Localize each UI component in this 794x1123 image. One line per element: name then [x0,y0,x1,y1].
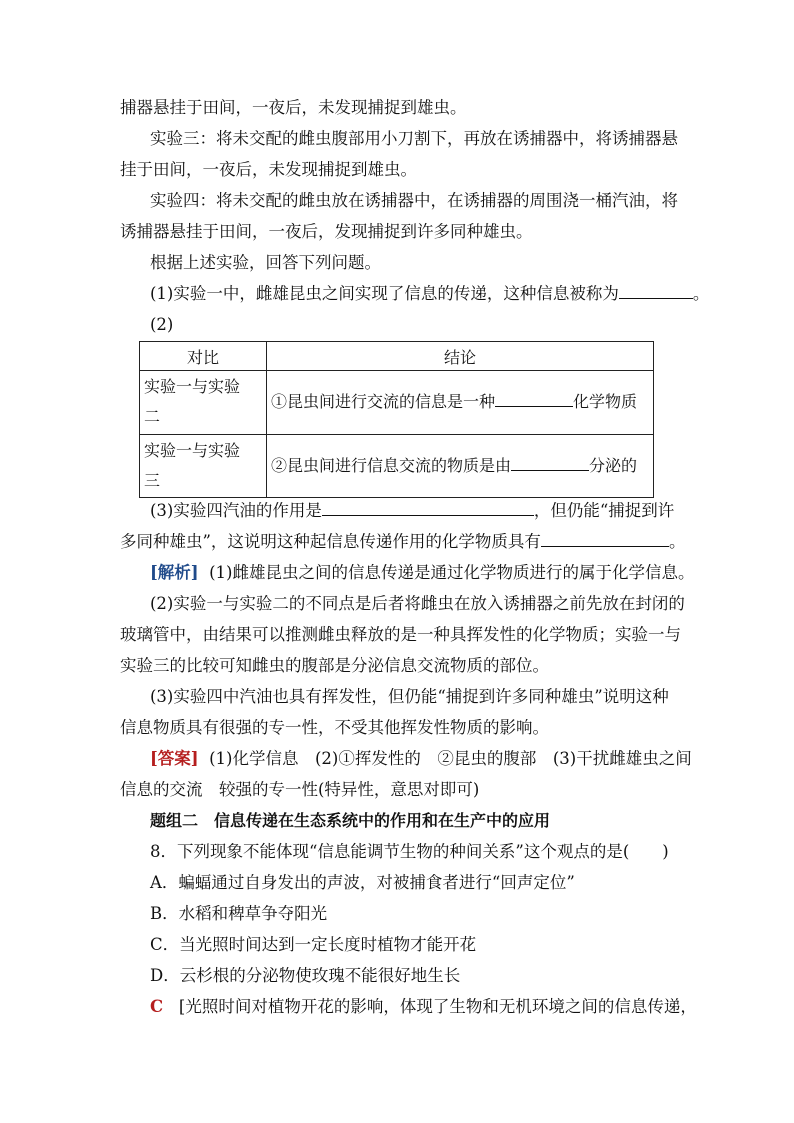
answer-blank [511,454,589,471]
option-c: C．当光照时间达到一定长度时植物才能开花 [150,935,477,954]
question-8-stem: 8．下列现象不能体现“信息能调节生物的种间关系”这个观点的是( ) [150,842,669,861]
answer-blank [495,390,573,407]
table-header-conclusion: 结论 [267,342,654,371]
option-a: A．蝙蝠通过自身发出的声波，对被捕食者进行“回声定位” [150,873,575,892]
comparison-table [139,341,654,498]
text-line: 捕器悬挂于田间，一夜后，未发现捕捉到雄虫。 [120,98,467,117]
text-line: 根据上述实验，回答下列问题。 [150,253,381,272]
answer-blank [322,499,534,516]
analysis-tag: [解析] [150,563,199,582]
table-row [140,371,654,435]
question-8-answer [150,995,697,1019]
text-line: 挂于田间，一夜后，未发现捕捉到雄虫。 [120,160,417,179]
question-3-text-cont: ，但仍能“捕捉到许 [533,501,675,520]
analysis-line: (2)实验一与实验二的不同点是后者将雌虫在放入诱捕器之前先放在封闭的 [150,594,685,613]
analysis-p1 [150,561,695,585]
question-3 [150,499,674,523]
text-line: 诱捕器悬挂于田间，一夜后，发现捕捉到许多同种雄虫。 [120,222,533,241]
option-d: D．云杉根的分泌物使玫瑰不能很好地生长 [150,966,461,985]
table-header-row [140,342,654,371]
answer-tag: [答案] [150,749,199,768]
conclusion-pre: ①昆虫间进行交流的信息是一种 [271,392,496,412]
table-cell-compare [140,434,267,498]
answer-line [150,747,692,771]
conclusion-post: 化学物质 [573,392,638,412]
answer-blank [541,530,669,547]
analysis-line: (3)实验四中汽油也具有挥发性，但仍能“捕捉到许多同种雄虫”说明这种 [150,687,669,706]
question-1-text: (1)实验一中，雌雄昆虫之间实现了信息的传递，这种信息被称为 [150,284,619,303]
answer-blank [619,282,693,299]
compare-text-cont: 二 [144,407,161,427]
answer-text: (1)化学信息 (2)①挥发性的 ②昆虫的腹部 (3)干扰雌雄虫之间 [209,749,692,768]
analysis-text: (1)雌雄昆虫之间的信息传递是通过化学物质进行的属于化学信息。 [209,563,695,582]
answer-line: 信息的交流 较强的专一性(特异性，意思对即可) [120,780,480,799]
answer-explanation: [光照时间对植物开花的影响，体现了生物和无机环境之间的信息传递， [178,997,697,1016]
conclusion-pre: ②昆虫间进行信息交流的物质是由 [271,455,512,475]
question-1 [150,282,709,306]
table-header-compare: 对比 [140,342,267,371]
compare-text: 实验一与实验 [144,377,241,397]
question-3-end: 。 [668,532,686,551]
question-3-text: 多同种雄虫”，这说明这种起信息传递作用的化学物质具有 [120,532,541,551]
compare-text-cont: 三 [144,470,161,490]
table-cell-conclusion [267,434,654,498]
compare-text: 实验一与实验 [144,440,241,460]
analysis-line: 实验三的比较可知雌虫的腹部是分泌信息交流物质的部位。 [120,656,549,675]
text-line: 实验四：将未交配的雌虫放在诱捕器中，在诱捕器的周围浇一桶汽油，将 [150,191,678,210]
analysis-line: 信息物质具有很强的专一性，不受其他挥发性物质的影响。 [120,718,549,737]
answer-letter: C [150,997,164,1016]
question-3-line-2 [120,530,685,554]
table-cell-conclusion [267,371,654,435]
question-1-end: 。 [692,284,710,303]
table-row [140,434,654,498]
text-line: 实验三：将未交配的雌虫腹部用小刀割下，再放在诱捕器中，将诱捕器悬 [150,129,678,148]
table-cell-compare [140,371,267,435]
option-b: B．水稻和稗草争夺阳光 [150,904,328,923]
question-2-label: (2) [150,315,174,334]
analysis-line: 玻璃管中，由结果可以推测雌虫释放的是一种具挥发性的化学物质；实验一与 [120,625,681,644]
conclusion-post: 分泌的 [589,455,638,475]
section-heading: 题组二 信息传递在生态系统中的作用和在生产中的应用 [150,811,551,830]
question-3-text: (3)实验四汽油的作用是 [150,501,322,520]
